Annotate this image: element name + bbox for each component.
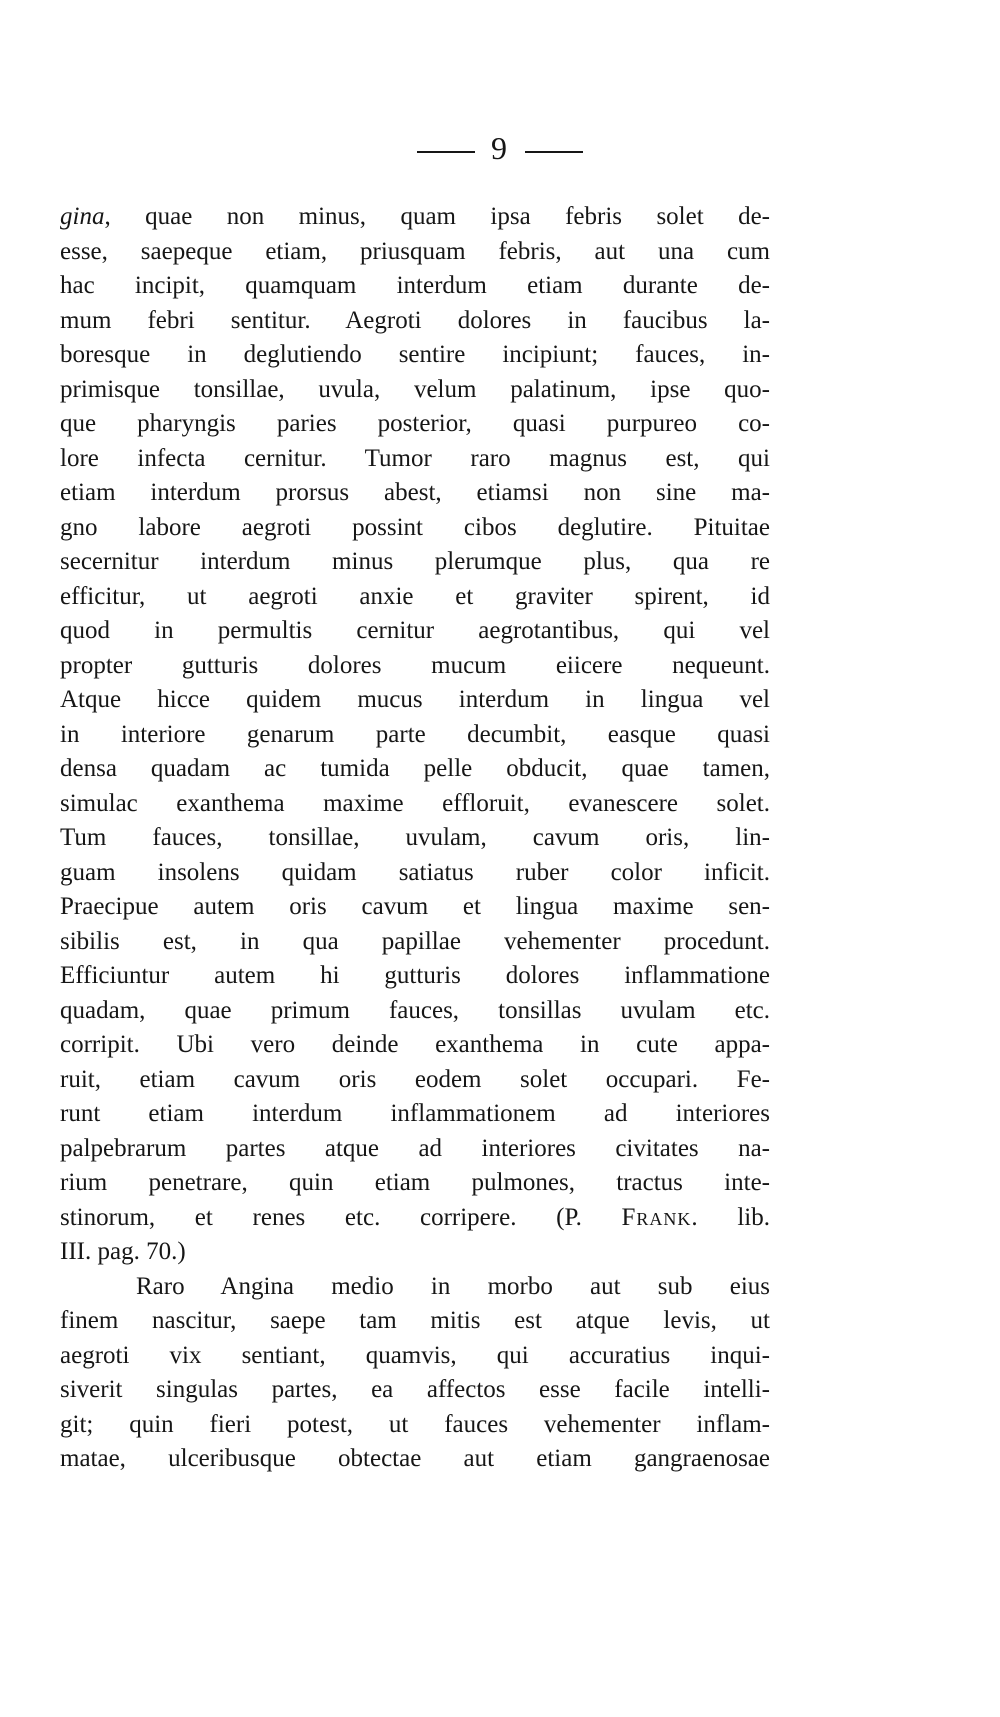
text-line: hac incipit, quamquam interdum etiam durante de- xyxy=(60,272,770,299)
text-line: aegroti vix sentiant, quamvis, qui accuratius inqui- xyxy=(60,1341,770,1369)
text-line: esse, saepeque etiam, priusquam febris, aut una cum xyxy=(60,237,770,265)
header-rule-left xyxy=(417,151,475,153)
text-line: quod in permultis cernitur aegrotantibus, qui vel xyxy=(60,617,770,644)
text-line: propter gutturis dolores mucum eiicere nequeunt. xyxy=(60,651,770,679)
text-line: mum febri sentitur. Aegroti dolores in faucibus la- xyxy=(60,306,770,334)
text-line: densa quadam ac tumida pelle obducit, quae tamen, xyxy=(60,755,770,782)
text-line-rest: . lib. xyxy=(691,1203,770,1231)
text-line: siverit singulas partes, ea affectos esse facile intelli- xyxy=(60,1376,770,1403)
text-line: secernitur interdum minus plerumque plus, qua re xyxy=(60,548,770,575)
text-line: primisque tonsillae, uvula, velum palatinum, ipse quo- xyxy=(60,375,770,403)
text-line: que pharyngis paries posterior, quasi purpureo co- xyxy=(60,410,770,437)
author-name: Frank xyxy=(621,1203,692,1231)
text-line: simulac exanthema maxime effloruit, evanescere solet. xyxy=(60,789,770,817)
text-line-start: stinorum, et renes etc. corripere. (P. xyxy=(60,1203,622,1231)
page-header xyxy=(0,128,1000,168)
text-line: gno labore aegroti possint cibos deglutire. Pituitae xyxy=(60,513,770,541)
text-line: runt etiam interdum inflammationem ad interiores xyxy=(60,1100,770,1127)
text-line: lore infecta cernitur. Tumor raro magnus est, qui xyxy=(60,444,770,472)
paragraph-last-line: III. pag. 70.) xyxy=(60,1238,186,1265)
text-line: ruit, etiam cavum oris eodem solet occupari. Fe- xyxy=(60,1065,770,1093)
text-line: boresque in deglutiendo sentire incipiunt; fauces, in- xyxy=(60,341,770,368)
text-line: sibilis est, in qua papillae vehementer procedunt. xyxy=(60,927,770,955)
text-line: matae, ulceribusque obtectae aut etiam gangraenosae xyxy=(60,1445,770,1472)
text-line: efficitur, ut aegroti anxie et graviter spirent, id xyxy=(60,582,770,610)
text-line-rest: , quae non minus, quam ipsa febris solet de- xyxy=(104,203,770,230)
text-line: Tum fauces, tonsillae, uvulam, cavum oris, lin- xyxy=(60,824,770,851)
text-line: Atque hicce quidem mucus interdum in lingua vel xyxy=(60,686,770,713)
body-text xyxy=(60,200,770,1477)
text-line: etiam interdum prorsus abest, etiamsi non sine ma- xyxy=(60,479,770,506)
paragraph-first-line: Raro Angina medio in morbo aut sub eius xyxy=(136,1272,770,1300)
text-line: corripit. Ubi vero deinde exanthema in cute appa- xyxy=(60,1031,770,1058)
text-line: finem nascitur, saepe tam mitis est atque levis, ut xyxy=(60,1307,770,1334)
text-line xyxy=(60,1201,770,1236)
page-number: 9 xyxy=(491,130,509,166)
header-rule-right xyxy=(525,151,583,153)
text-line: palpebrarum partes atque ad interiores civitates na- xyxy=(60,1134,770,1162)
text-line: rium penetrare, quin etiam pulmones, tractus inte- xyxy=(60,1169,770,1196)
text-line: Praecipue autem oris cavum et lingua maxime sen- xyxy=(60,893,770,920)
text-line: git; quin fieri potest, ut fauces vehementer inflam- xyxy=(60,1410,770,1438)
text-line: in interiore genarum parte decumbit, easque quasi xyxy=(60,720,770,748)
italic-word: gina xyxy=(60,203,105,230)
text-line: Efficiuntur autem hi gutturis dolores inflammatione xyxy=(60,962,770,989)
text-line: guam insolens quidam satiatus ruber color inficit. xyxy=(60,858,770,886)
text-line: quadam, quae primum fauces, tonsillas uvulam etc. xyxy=(60,996,770,1024)
text-line xyxy=(60,200,770,235)
